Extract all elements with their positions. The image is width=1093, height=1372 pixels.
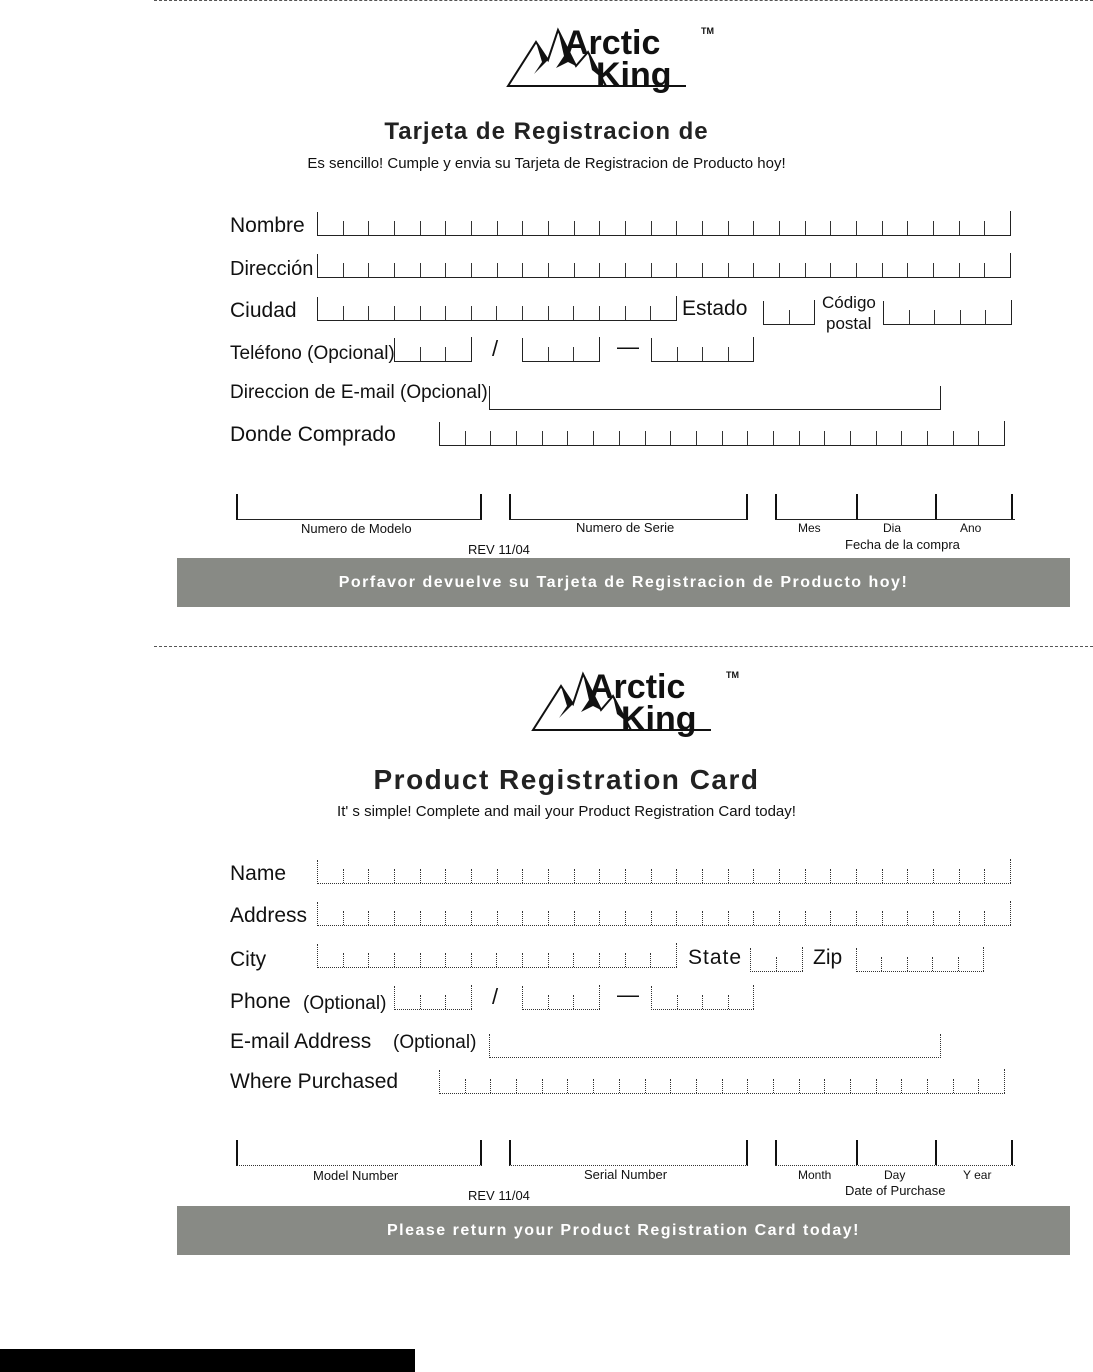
phone-dash: — (617, 982, 639, 1007)
day-label: Dia (883, 521, 902, 535)
name-field[interactable] (317, 860, 1011, 884)
email-label: Direccion de E-mail (Opcional) (230, 382, 488, 403)
svg-text:TM: TM (701, 26, 714, 36)
arctic-king-logo (531, 666, 751, 746)
svg-text:Arctic: Arctic (589, 668, 686, 706)
serial-number-label: Serial Number (584, 1167, 668, 1182)
phone-prefix-field[interactable] (522, 338, 600, 362)
spanish-registration-card (0, 0, 1093, 640)
name-label: Name (230, 862, 287, 885)
english-registration-card (0, 646, 1093, 1286)
email-label: E-mail Address (230, 1030, 372, 1053)
revision-label: REV 11/04 (468, 542, 530, 557)
purchase-date-field[interactable] (775, 1140, 1015, 1166)
email-field[interactable] (489, 1034, 941, 1058)
logo-mountain-icon (531, 666, 751, 746)
phone-dash: — (617, 334, 639, 359)
card-title: Tarjeta de Registracion de (384, 118, 709, 145)
year-label: Y ear (963, 1168, 992, 1182)
model-number-label: Numero de Modelo (301, 521, 412, 536)
email-field[interactable] (489, 386, 941, 410)
phone-slash: / (492, 984, 499, 1009)
address-label: Address (230, 904, 308, 927)
phone-line-field[interactable] (651, 986, 754, 1010)
zip-label-line2: postal (826, 314, 872, 333)
model-number-label: Model Number (313, 1168, 399, 1183)
model-number-field[interactable] (236, 494, 482, 520)
state-field[interactable] (750, 948, 803, 972)
zip-field[interactable] (856, 948, 984, 972)
card-subtitle: Es sencillo! Cumple y envia su Tarjeta de Registracion de Producto hoy! (307, 155, 786, 172)
card-title: Product Registration Card (373, 764, 760, 795)
cut-line (154, 0, 1093, 1)
purchase-date-field[interactable] (775, 494, 1015, 520)
return-banner: Please return your Product Registration Card today! (177, 1206, 1070, 1255)
month-label: Mes (798, 521, 821, 535)
city-field[interactable] (317, 297, 677, 321)
phone-optional-label: (Optional) (303, 993, 387, 1014)
return-banner: Porfavor devuelve su Tarjeta de Registracion de Producto hoy! (177, 558, 1070, 607)
serial-number-field[interactable] (509, 494, 748, 520)
zip-label-line1: Código (822, 293, 876, 312)
cut-line (154, 646, 1093, 647)
serial-number-label: Numero de Serie (576, 520, 675, 535)
phone-area-field[interactable] (394, 986, 472, 1010)
arctic-king-logo (506, 22, 726, 102)
purchase-date-label: Date of Purchase (845, 1183, 946, 1198)
phone-prefix-field[interactable] (522, 986, 600, 1010)
serial-number-field[interactable] (509, 1140, 748, 1166)
revision-label: REV 11/04 (468, 1188, 530, 1203)
phone-slash: / (492, 336, 499, 361)
page-footer-bar (0, 1349, 415, 1372)
phone-label: Phone (230, 990, 291, 1013)
year-label: Ano (960, 521, 982, 535)
zip-field[interactable] (883, 301, 1012, 325)
zip-label: Zip (813, 946, 843, 969)
address-field[interactable] (317, 254, 1011, 278)
svg-text:Arctic: Arctic (564, 24, 661, 62)
phone-line-field[interactable] (651, 338, 754, 362)
state-label: State (688, 946, 743, 969)
where-purchased-field[interactable] (439, 422, 1005, 446)
month-label: Month (798, 1168, 832, 1182)
city-label: Ciudad (230, 299, 297, 322)
where-purchased-label: Donde Comprado (230, 423, 396, 446)
svg-text:King: King (596, 56, 672, 94)
address-field[interactable] (317, 902, 1011, 926)
address-label: Dirección (230, 258, 314, 280)
city-field[interactable] (317, 944, 677, 968)
svg-text:King: King (621, 700, 697, 738)
model-number-field[interactable] (236, 1140, 482, 1166)
city-label: City (230, 948, 267, 971)
phone-area-field[interactable] (394, 338, 472, 362)
name-label: Nombre (230, 214, 305, 237)
card-subtitle: It' s simple! Complete and mail your Product Registration Card today! (337, 803, 796, 820)
purchase-date-label: Fecha de la compra (845, 537, 960, 552)
state-label: Estado (682, 297, 748, 320)
svg-text:TM: TM (726, 670, 739, 680)
logo-mountain-icon (506, 22, 726, 102)
name-field[interactable] (317, 212, 1011, 236)
email-optional-label: (Optional) (393, 1032, 477, 1053)
state-field[interactable] (763, 301, 815, 325)
phone-label: Teléfono (Opcional) (230, 343, 395, 364)
where-purchased-label: Where Purchased (230, 1070, 399, 1093)
where-purchased-field[interactable] (439, 1070, 1005, 1094)
day-label: Day (884, 1168, 906, 1182)
